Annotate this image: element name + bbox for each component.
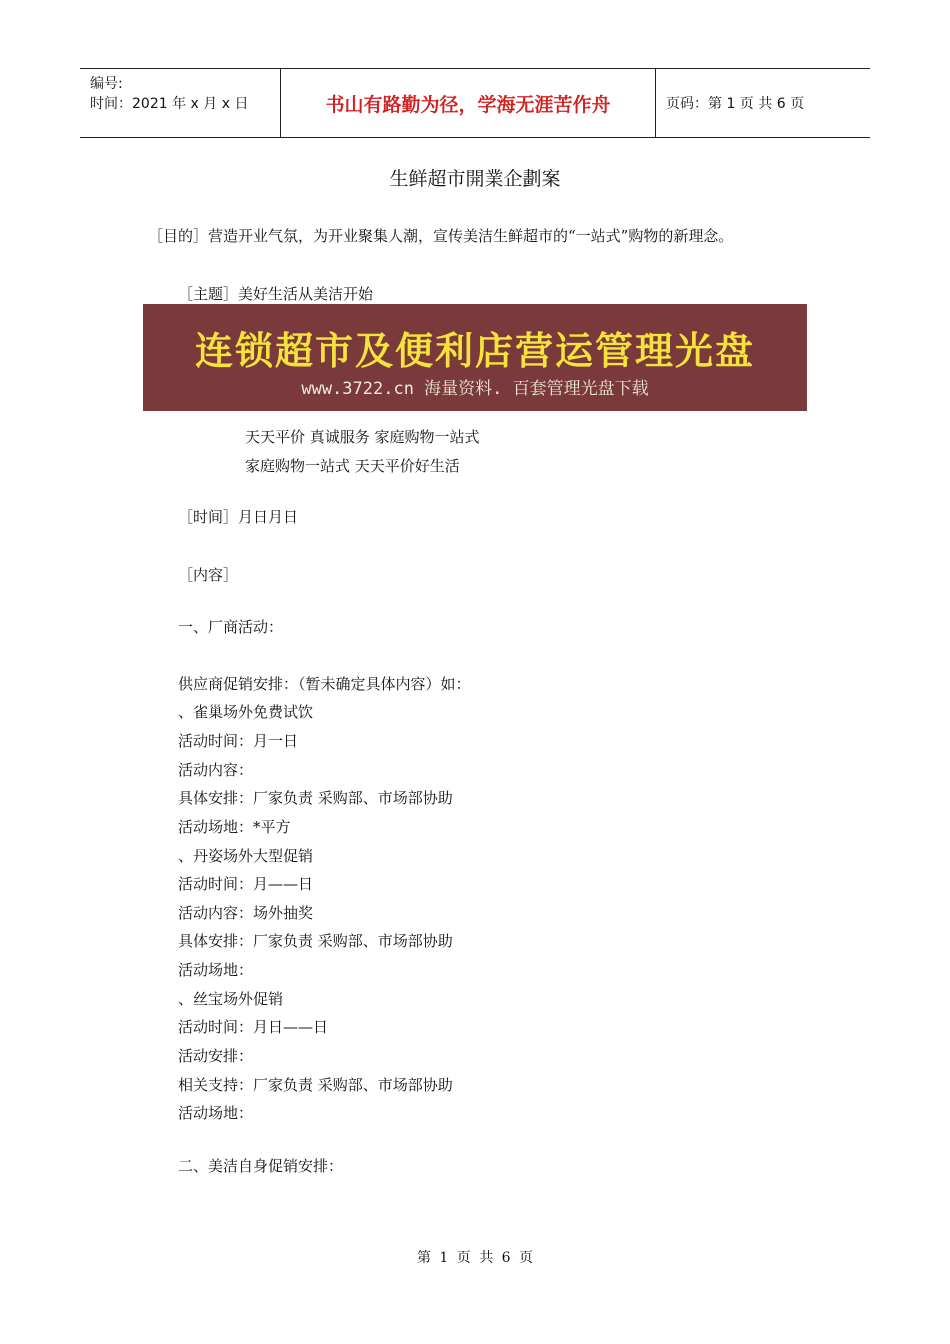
purpose-line: ［目的］营造开业气氛，为开业聚集人潮，宣传美洁生鲜超市的“一站式”购物的新理念。 (148, 227, 734, 245)
slogan-line-1: 天天平价 真诚服务 家庭购物一站式 (245, 428, 480, 446)
document-title: 生鲜超市開業企劃案 (389, 168, 561, 190)
section-2-heading: 二、美洁自身促销安排： (178, 1157, 344, 1175)
list-item: 活动时间：月——日 (178, 875, 314, 893)
footer-text: 第 (416, 1250, 431, 1266)
list-item: 活动场地： (178, 1104, 254, 1122)
section-1-heading: 一、厂商活动： (178, 618, 284, 636)
content-heading: ［内容］ (178, 566, 239, 584)
theme-line: ［主题］美好生活从美洁开始 (178, 285, 374, 303)
time-line: ［时间］月日月日 (178, 508, 299, 526)
list-item: 、丹姿场外大型促销 (178, 847, 314, 865)
list-item: 、丝宝场外促销 (178, 990, 284, 1008)
footer-current-page: 1 (439, 1250, 449, 1266)
header-motto: 书山有路勤为径，学海无涯苦作舟 (281, 69, 656, 137)
header-page-info: 页码：第 1 页 共 6 页 (666, 96, 805, 112)
page-footer (0, 1247, 950, 1267)
footer-total-pages: 6 (501, 1250, 511, 1266)
document-date-label: 时间：2021 年 x 月 x 日 (90, 96, 249, 112)
footer-text: 页 (519, 1250, 534, 1266)
list-item: 活动内容： (178, 761, 254, 779)
document-number-label: 编号: (90, 76, 123, 92)
footer-text: 共 (479, 1250, 494, 1266)
banner-subline: www.3722.cn 海量资料. 百套管理光盘下载 (301, 379, 649, 399)
list-item: 活动场地： (178, 961, 254, 979)
promo-banner[interactable] (143, 304, 807, 411)
supplier-line: 供应商促销安排：（暂未确定具体内容）如： (178, 675, 471, 693)
list-item: 活动安排： (178, 1047, 254, 1065)
list-item: 具体安排：厂家负责 采购部、市场部协助 (178, 789, 453, 807)
list-item: 活动时间：月一日 (178, 732, 299, 750)
list-item: 相关支持：厂家负责 采购部、市场部协助 (178, 1076, 453, 1094)
footer-text: 页 (456, 1250, 471, 1266)
list-item: 、雀巢场外免费试饮 (178, 703, 314, 721)
list-item: 活动场地：*平方 (178, 818, 291, 836)
list-item: 具体安排：厂家负责 采购部、市场部协助 (178, 932, 453, 950)
page-header-table (80, 68, 870, 138)
list-item: 活动时间：月日——日 (178, 1018, 329, 1036)
banner-headline: 连锁超市及便利店营运管理光盘 (194, 329, 755, 373)
header-meta-cell (80, 69, 281, 137)
slogan-line-2: 家庭购物一站式 天天平价好生活 (245, 457, 460, 475)
list-item: 活动内容：场外抽奖 (178, 904, 314, 922)
